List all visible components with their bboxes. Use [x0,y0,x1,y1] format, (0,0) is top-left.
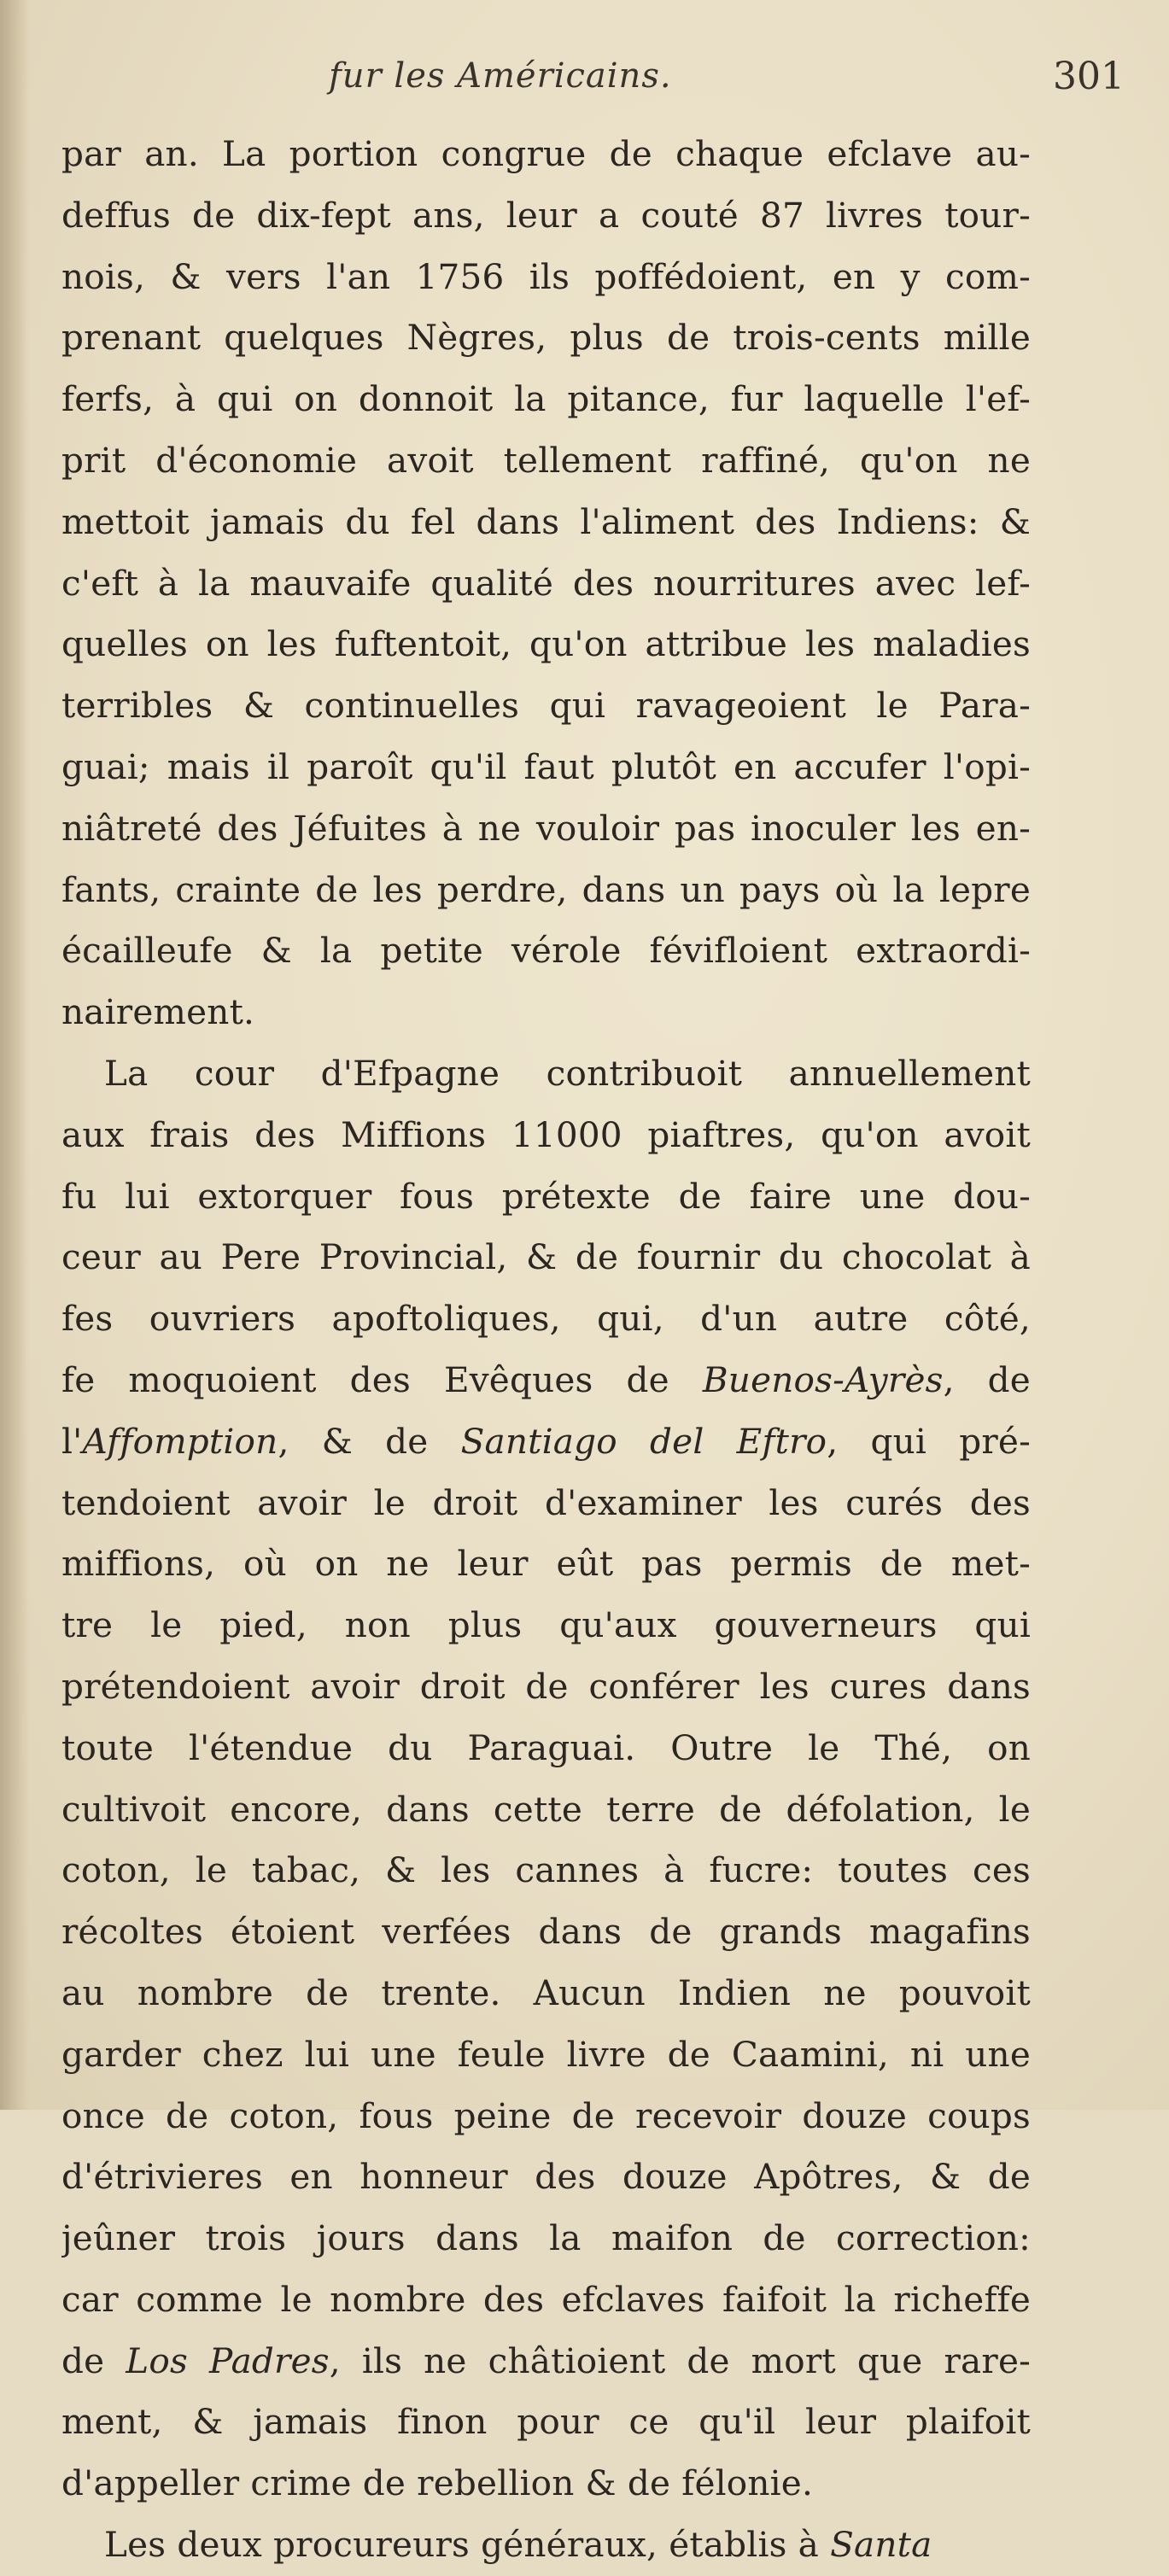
text-run: , ils ne châtioient de mort que rare- [329,2339,1031,2381]
text-run: nois, & vers l'an 1756 ils poffédoient, en y com- [61,255,1031,297]
text-line [61,247,1031,308]
text-run: ment, & jamais finon pour ce qu'il leur plaifoit [61,2401,1031,2443]
text-run: fe moquoient des Evêques de [61,1358,703,1400]
text-line [61,1963,1031,2024]
text-run: car comme le nombre des efclaves faifoit la richeffe [61,2278,1031,2320]
text-run: écailleufe & la petite vérole févifloient extraordi- [61,930,1031,972]
paragraph [61,124,1031,1043]
text-run: prit d'économie avoit tellement raffiné, qu'on ne [61,439,1031,481]
text-run: toute l'étendue du Paraguai. Outre le Thé, on [61,1726,1031,1768]
italic-text: Buenos-Ayrès [702,1358,944,1400]
text-run: niâtreté des Jéfuites à ne vouloir pas inoculer les en- [61,807,1031,849]
text-line [61,1350,1031,1411]
text-run: c'eft à la mauvaife qualité des nourritures avec lef- [61,562,1031,604]
text-run: d'étrivieres en honneur des douze Apôtres, & de [61,2156,1031,2198]
page-number: 301 [1053,55,1125,98]
text-run: mettoit jamais du fel dans l'aliment des Indiens: & [61,500,1031,542]
text-run: d'appeller crime de rebellion & de félonie. [61,2462,814,2504]
text-run: aux frais des Miffions 11000 piaftres, qu'on avoit [61,1113,1031,1155]
text-run: jeûner trois jours dans la maifon de correction: [61,2217,1031,2259]
text-run: prenant quelques Nègres, plus de trois-cents mille [61,317,1031,359]
text-run: fes ouvriers apoftoliques, qui, d'un autre côté, [61,1298,1031,1340]
text-run: deffus de dix-fept ans, leur a couté 87 livres tour- [61,194,1031,236]
text-run: fants, crainte de les perdre, dans un pays où la lepre [61,868,1031,910]
text-line [61,2453,1031,2515]
text-line [61,982,1031,1043]
text-line [61,307,1031,369]
text-line [61,1288,1031,1350]
text-run: de [61,2339,126,2381]
text-run: once de coton, fous peine de recevoir douze coups [61,2094,1031,2136]
text-line [61,1105,1031,1166]
body-text [61,124,1031,2576]
text-run: garder chez lui une feule livre de Caamini, ni une [61,2033,1031,2075]
text-run: terribles & continuelles qui ravageoient le Para- [61,685,1031,727]
text-line [61,1166,1031,1228]
text-line [61,2024,1031,2086]
text-line [61,1227,1031,1288]
paragraph [61,2515,1031,2576]
paragraph [61,1043,1031,2515]
text-line [61,860,1031,921]
page-gutter-shadow [0,0,29,2110]
text-line [61,1411,1031,1473]
italic-text: Santiago del Eftro [460,1420,827,1462]
text-line [61,124,1031,185]
text-line [61,1779,1031,1841]
text-run: miffions, où on ne leur eût pas permis de met- [61,1543,1031,1585]
text-line [61,798,1031,860]
text-line [61,185,1031,247]
text-run: , & de [278,1420,461,1462]
text-run: , qui pré- [827,1420,1031,1462]
text-run: par an. La portion congrue de chaque efclave au- [61,133,1031,174]
running-title: fur les Américains. [329,56,672,96]
text-run: ferfs, à qui on donnoit la pitance, fur laquelle l'ef- [61,378,1031,420]
text-line [61,675,1031,737]
text-line [61,2515,1031,2576]
page-header [0,50,1169,126]
text-line [61,920,1031,982]
text-line [61,1533,1031,1595]
text-run: Les deux procureurs généraux, établis à [104,2524,831,2566]
text-run: coton, le tabac, & les cannes à fucre: toutes ces [61,1849,1031,1891]
text-line [61,2147,1031,2208]
text-run: l' [61,1420,83,1462]
text-line [61,553,1031,615]
text-line [61,1595,1031,1656]
text-run: tendoient avoir le droit d'examiner les curés des [61,1481,1031,1523]
text-run: , de [943,1358,1031,1400]
text-line [61,737,1031,798]
text-line [61,2208,1031,2269]
text-line [61,492,1031,553]
text-run: quelles on les fuftentoit, qu'on attribue les maladies [61,623,1031,665]
text-run: cultivoit encore, dans cette terre de défolation, le [61,1788,1031,1830]
text-run: nairement. [61,991,255,1033]
italic-text: Affomption [82,1420,278,1462]
text-line [61,1840,1031,1901]
text-line [61,614,1031,675]
text-line [61,1718,1031,1779]
text-line [61,2331,1031,2392]
text-run: tre le pied, non plus qu'aux gouverneurs qui [61,1604,1031,1646]
text-run: ceur au Pere Provincial, & de fournir du chocolat à [61,1236,1031,1278]
text-line [61,2269,1031,2331]
text-line [61,369,1031,430]
text-line [61,1043,1031,1105]
text-line [61,1473,1031,1534]
text-line [61,1656,1031,1718]
text-run: guai; mais il paroît qu'il faut plutôt en accufer l'opi- [61,745,1031,787]
italic-text: Santa [830,2524,932,2566]
text-run: La cour d'Efpagne contribuoit annuellement [104,1052,1031,1094]
italic-text: Los Padres [126,2339,330,2381]
text-line [61,1901,1031,1963]
text-line [61,2086,1031,2147]
text-run: fu lui extorquer fous prétexte de faire une dou- [61,1175,1031,1217]
text-line [61,430,1031,492]
text-run: prétendoient avoir droit de conférer les cures dans [61,1665,1031,1707]
text-line [61,2392,1031,2453]
text-run: récoltes étoient verfées dans de grands magafins [61,1911,1031,1953]
text-run: au nombre de trente. Aucun Indien ne pouvoit [61,1971,1031,2013]
